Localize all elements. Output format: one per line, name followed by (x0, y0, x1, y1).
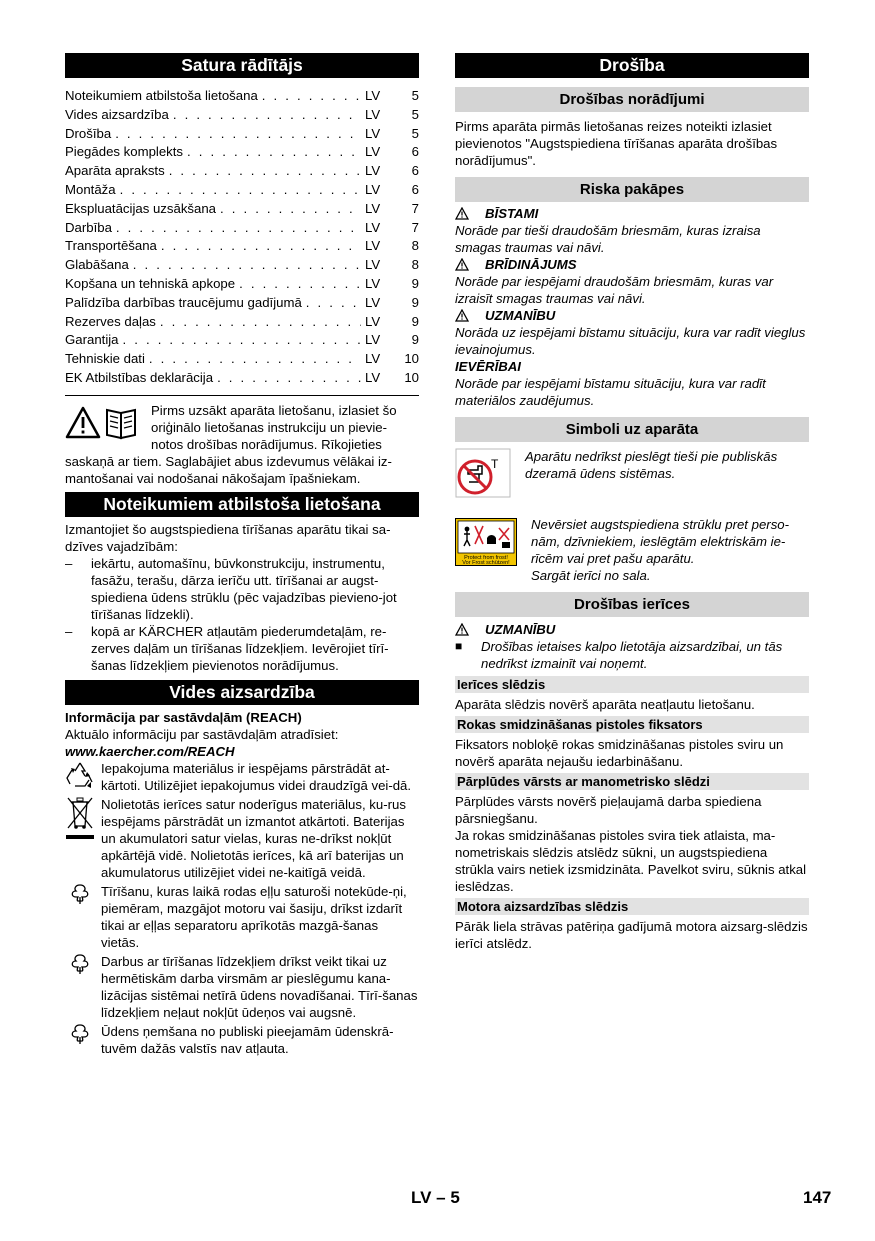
toc-entry-title: Piegādes komplekts (65, 144, 184, 160)
toc-entry-lang: LV (365, 257, 381, 273)
environment-item-text: Nolietotās ierīces satur noderīgus materiālus, ku-rus iespējams pārstrādāt un izmantot atkārtoti. Baterijas un akumulatori satur vielas, kuras ne-drīkst nokļūt apkārtējā vidē. Nolietotās ierīces, kā arī baterijas un akumulatorus utilizējiet videi ne-kaitīgā veidā. (101, 796, 406, 880)
toc-entry-page: 6 (411, 144, 419, 160)
recycle-icon (65, 760, 95, 794)
intro-line: oriģinālo lietošanas instrukciju un pievie- (151, 419, 388, 435)
reach-text: Aktuālo informāciju par sastāvdaļām atradīsiet: (65, 726, 339, 742)
intro-line: Pirms uzsākt aparāta lietošanu, izlasiet šo (151, 402, 397, 418)
toc-entry-lang: LV (365, 163, 381, 179)
toc-entry-lang: LV (365, 125, 381, 141)
toc-entry[interactable] (65, 331, 419, 350)
toc-entry[interactable] (65, 256, 419, 275)
right-column (455, 53, 809, 952)
environment-item-text: Iepakojuma materiālus ir iespējams pārstrādāt at-kārtoti. Utilizējiet iepakojumus videi draudzīgā vei-dā. (101, 760, 412, 793)
toc-leader-dots (173, 106, 361, 125)
environment-item-text: Tīrīšanu, kuras laikā rodas eļļu saturoši notekūde-ņi, piemēram, mazgājot motoru vai šasiju, drīkst izdarīt tikai ar eļļas separatoru aprīkotās mazgā-šanas vietās. (101, 883, 407, 950)
risk-level-name: BĪSTAMI (485, 206, 539, 221)
environment-item-text: Darbus ar tīrīšanas līdzekļiem drīkst veikt tikai uz hermētiskām darba virsmām ar pieslēgumu kana-lizācijas sistēmai netīrā ūdens novadīšanai. Tīrī-šanas līdzekļiem neļaut nokļūt ūdeņos vai augsnē. (101, 953, 418, 1020)
toc-entry[interactable] (65, 162, 419, 181)
toc-leader-dots (306, 294, 361, 313)
environment-tree-icon (65, 953, 95, 1021)
toc-entry-title: Rezerves daļas (65, 313, 156, 329)
toc-entry-title: Tehniskie dati (65, 351, 145, 367)
intended-use-item-text: kopā ar KÄRCHER atļautām piederumdetaļām, re-zerves daļām un tīrīšanas līdzekļiem. Ievērojiet tīrī-šanas līdzekļiem pievienotos norādījumus. (91, 623, 389, 673)
bullet-text: Drošības ietaises kalpo lietotāja aizsardzībai, un tās nedrīkst izmainīt vai noņemt. (481, 639, 783, 671)
toc-entry-page: 9 (411, 313, 419, 329)
toc-entry-page: 5 (411, 125, 419, 141)
toc-entry-page: 7 (411, 219, 419, 235)
symbol-no-drinking-water (455, 448, 809, 502)
toc-entry-page: 5 (411, 88, 419, 103)
table-of-contents (65, 87, 419, 388)
devices-warning-label: UZMANĪBU (485, 622, 556, 637)
risk-level-text: Norāde par iespējami draudošām briesmām, kuras var izraisīt smagas traumas vai nāvi. (455, 274, 774, 306)
environment-title: Vides aizsardzība (65, 680, 419, 705)
risk-level-text: Norāde par iespējami bīstamu situāciju, kura var radīt materiālos zaudējumus. (455, 376, 766, 408)
toc-entry[interactable] (65, 181, 419, 200)
left-column (65, 53, 419, 1059)
subsection-title: Motora aizsardzības slēdzis (455, 898, 809, 915)
intended-use-title: Noteikumiem atbilstoša lietošana (65, 492, 419, 517)
toc-entry-lang: LV (365, 181, 381, 197)
toc-entry[interactable] (65, 313, 419, 332)
toc-leader-dots (120, 181, 361, 200)
environment-item (65, 760, 419, 794)
toc-leader-dots (239, 275, 361, 294)
toc-leader-dots (161, 237, 361, 256)
subsection-title: Pārplūdes vārsts ar manometrisko slēdzi (455, 773, 809, 790)
toc-entry[interactable] (65, 350, 419, 369)
toc-entry-page: 9 (411, 294, 419, 310)
subsection-title: Ierīces slēdzis (455, 676, 809, 693)
environment-item (65, 953, 419, 1021)
risk-level-label (455, 358, 809, 375)
toc-entry-title: Drošība (65, 125, 112, 141)
toc-entry[interactable] (65, 369, 419, 388)
toc-leader-dots (123, 331, 361, 350)
reach-title: Informācija par sastāvdaļām (REACH) (65, 709, 302, 725)
warning-manual-icon (65, 402, 145, 453)
crossed-bin-icon (65, 796, 95, 881)
toc-entry-title: Kopšana un tehniskā apkope (65, 275, 236, 291)
toc-entry[interactable] (65, 87, 419, 106)
toc-entry-lang: LV (365, 88, 381, 103)
toc-entry-page: 5 (411, 106, 419, 122)
intro-line: saskaņā ar tiem. Saglabājiet abus izdevumus vēlākai iz- (65, 453, 392, 469)
toc-leader-dots (262, 87, 361, 106)
environment-tree-icon (65, 1023, 95, 1057)
risk-level-label (455, 307, 809, 324)
frost-label: Protect from frost! (464, 555, 508, 561)
environment-item (65, 796, 419, 881)
symbol-text: Sargāt ierīci no sala. (531, 568, 651, 583)
intro-line: mantošanai vai nodošanai nākošajam īpašniekam. (65, 470, 361, 486)
toc-leader-dots (133, 256, 361, 275)
toc-entry-lang: LV (365, 200, 381, 216)
toc-entry-title: Ekspluatācijas uzsākšana (65, 200, 217, 216)
toc-entry-page: 6 (411, 181, 419, 197)
frost-label: Vor Frost schützen! (462, 560, 510, 566)
safety-notes-text: Pirms aparāta pirmās lietošanas reizes noteikti izlasiet pievienotos "Augstspiediena tīrīšanas aparāta drošības norādījumus". (455, 119, 778, 168)
no-spray-frost-icon (455, 516, 517, 584)
toc-entry-page: 8 (411, 257, 419, 273)
svg-text:T: T (491, 457, 499, 471)
symbol-no-spray (455, 516, 809, 584)
warning-triangle-icon (455, 623, 469, 636)
toc-entry[interactable] (65, 143, 419, 162)
risk-level-text: Norāda uz iespējami bīstamu situāciju, kura var radīt vieglus ievainojumus. (455, 325, 806, 357)
toc-entry-title: Palīdzība darbības traucējumu gadījumā (65, 294, 302, 310)
toc-entry-lang: LV (365, 275, 381, 291)
device-symbols-title: Simboli uz aparāta (455, 417, 809, 442)
risk-level-name: UZMANĪBU (485, 308, 556, 323)
subsection-text: Fiksators nobloķē rokas smidzināšanas pistoles sviru un novērš aparāta nejaušu iedarbināšanu. (455, 737, 784, 769)
intro-line: notos drošības norādījumus. Rīkojieties (151, 436, 382, 452)
toc-entry-page: 9 (411, 332, 419, 348)
toc-entry-lang: LV (365, 332, 381, 348)
toc-entry-page: 6 (411, 163, 419, 179)
risk-level-text: Norāde par tieši draudošām briesmām, kuras izraisa smagas traumas vai nāvi. (455, 223, 761, 255)
toc-entry[interactable] (65, 294, 419, 313)
toc-entry-page: 10 (404, 369, 419, 385)
reach-url[interactable]: www.kaercher.com/REACH (65, 743, 235, 759)
environment-item (65, 883, 419, 951)
risk-levels-title: Riska pakāpes (455, 177, 809, 202)
toc-entry-lang: LV (365, 219, 381, 235)
toc-entry[interactable] (65, 200, 419, 219)
toc-entry-page: 9 (411, 275, 419, 291)
toc-leader-dots (160, 313, 361, 332)
risk-level-name: BRĪDINĀJUMS (485, 257, 577, 272)
environment-item-text: Ūdens ņemšana no publiski pieejamām ūdenskrā-tuvēm dažās valstīs nav atļauta. (101, 1023, 394, 1056)
toc-leader-dots (220, 200, 361, 219)
toc-entry[interactable] (65, 237, 419, 256)
subsection-title: Rokas smidzināšanas pistoles fiksators (455, 716, 809, 733)
no-drinking-water-icon (455, 448, 511, 502)
toc-leader-dots (169, 162, 361, 181)
toc-leader-dots (217, 369, 361, 388)
dash-marker: – (65, 555, 73, 571)
toc-title: Satura rādītājs (65, 53, 419, 78)
toc-leader-dots (116, 219, 361, 238)
subsection-text: Pārāk liela strāvas patēriņa gadījumā motora aizsarg-slēdzis ierīci atslēdz. (455, 919, 808, 951)
symbol-text: Aparātu nedrīkst pieslēgt tieši pie publiskās dzeramā ūdens sistēmas. (525, 449, 778, 481)
intended-use-item (65, 555, 419, 623)
footer-page-number: 147 (803, 1188, 832, 1207)
risk-level-label (455, 256, 809, 273)
intended-use-item-text: iekārtu, automašīnu, būvkonstrukciju, instrumentu, fasāžu, terašu, dārza ierīču utt. tīrīšanai ar augst-spiediena ūdens strūklu (pēc vajadzības pievieno-jot tīrīšanas līdzekli). (91, 555, 397, 622)
toc-entry-title: Noteikumiem atbilstoša lietošana (65, 88, 258, 103)
warning-triangle-icon (455, 258, 469, 271)
toc-entry-page: 8 (411, 238, 419, 254)
warning-triangle-icon (455, 309, 469, 322)
risk-level-label (455, 205, 809, 222)
toc-entry-page: 10 (404, 351, 419, 367)
bullet-marker: ■ (455, 639, 463, 653)
toc-entry[interactable] (65, 219, 419, 238)
intro-block (65, 395, 419, 487)
environment-tree-icon (65, 883, 95, 951)
toc-entry-title: EK Atbilstības deklarācija (65, 369, 214, 385)
devices-warning (455, 621, 809, 638)
toc-entry-lang: LV (365, 369, 381, 385)
toc-entry-title: Darbība (65, 219, 112, 235)
toc-entry-lang: LV (365, 144, 381, 160)
toc-entry[interactable] (65, 275, 419, 294)
intended-use-list (65, 555, 419, 674)
subsection-text: Pārplūdes vārsts novērš pieļaujamā darba spiediena pārsniegšanu. (455, 794, 762, 826)
toc-entry-lang: LV (365, 238, 381, 254)
warning-triangle-icon (455, 207, 469, 220)
toc-entry-title: Glabāšana (65, 257, 129, 273)
intended-use-text: Izmantojiet šo augstspiediena tīrīšanas aparātu tikai sa-dzīves vajadzībām: (65, 521, 391, 554)
toc-entry-lang: LV (365, 294, 381, 310)
toc-leader-dots (187, 143, 361, 162)
toc-entry-lang: LV (365, 313, 381, 329)
toc-leader-dots (149, 350, 361, 369)
toc-entry-title: Vides aizsardzība (65, 106, 169, 122)
dash-marker: – (65, 623, 73, 639)
toc-leader-dots (115, 125, 361, 144)
toc-entry-title: Aparāta apraksts (65, 163, 165, 179)
toc-entry-title: Transportēšana (65, 238, 157, 254)
safety-notes-title: Drošības norādījumi (455, 87, 809, 112)
toc-entry-title: Garantija (65, 332, 119, 348)
risk-levels-list (455, 205, 809, 409)
environment-list (65, 760, 419, 1057)
symbol-text: Nevērsiet augstspiediena strūklu pret perso-nām, dzīvniekiem, ieslēgtām elektriskām ie-rīcēm vai pret pašu aparātu. (531, 517, 790, 566)
toc-entry-lang: LV (365, 351, 381, 367)
devices-bullet-item (455, 638, 809, 672)
toc-entry[interactable] (65, 106, 419, 125)
safety-title: Drošība (455, 53, 809, 78)
toc-entry-lang: LV (365, 106, 381, 122)
risk-level-name: IEVĒRĪBAI (455, 359, 521, 374)
footer-section: LV – 5 (411, 1188, 460, 1207)
toc-entry[interactable] (65, 125, 419, 144)
intended-use-item (65, 623, 419, 674)
subsection-text: Ja rokas smidzināšanas pistoles svira tiek atlaista, ma-nometriskais slēdzis atslēdz sūkni, un augstspiediena strūkla vairs netiek izsmidzināta. Pavelkot sviru, sūknis atkal ieslēdzas. (455, 828, 807, 894)
toc-entry-page: 7 (411, 200, 419, 216)
subsection-text: Aparāta slēdzis novērš aparāta neatļautu lietošanu. (455, 697, 755, 712)
toc-entry-title: Montāža (65, 181, 116, 197)
safety-devices-title: Drošības ierīces (455, 592, 809, 617)
environment-item (65, 1023, 419, 1057)
